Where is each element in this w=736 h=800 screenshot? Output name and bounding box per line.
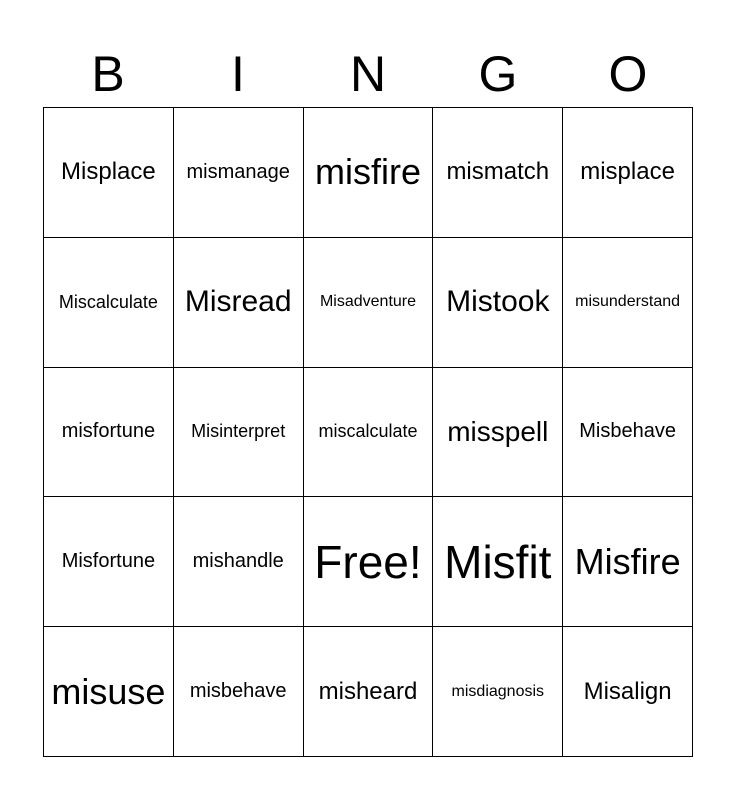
header-letter-i: I [231, 46, 245, 102]
bingo-cell: mishandle [174, 497, 304, 627]
bingo-cell: misuse [44, 627, 174, 757]
bingo-cell: misbehave [174, 627, 304, 757]
header-letter-o: O [608, 46, 648, 102]
bingo-cell: Misalign [563, 627, 693, 757]
bingo-cell: Misread [174, 238, 304, 368]
header-letter-n: N [349, 46, 387, 102]
free-space-cell: Free! [304, 497, 434, 627]
bingo-cell: Misbehave [563, 368, 693, 498]
bingo-cell: Misadventure [304, 238, 434, 368]
header-letter-g: G [478, 46, 518, 102]
bingo-cell: misspell [433, 368, 563, 498]
bingo-cell: Misinterpret [174, 368, 304, 498]
header-letter-b: B [91, 46, 125, 102]
bingo-cell: Misfire [563, 497, 693, 627]
bingo-header [43, 44, 693, 104]
bingo-cell: mismatch [433, 108, 563, 238]
bingo-board [43, 107, 693, 757]
bingo-cell: misdiagnosis [433, 627, 563, 757]
bingo-cell: Miscalculate [44, 238, 174, 368]
bingo-cell: misfortune [44, 368, 174, 498]
bingo-cell: mismanage [174, 108, 304, 238]
bingo-cell: miscalculate [304, 368, 434, 498]
bingo-cell: misplace [563, 108, 693, 238]
bingo-cell: Misplace [44, 108, 174, 238]
bingo-cell: misunderstand [563, 238, 693, 368]
bingo-cell: Mistook [433, 238, 563, 368]
bingo-cell: Misfortune [44, 497, 174, 627]
bingo-cell: Misfit [433, 497, 563, 627]
bingo-cell: misfire [304, 108, 434, 238]
bingo-cell: misheard [304, 627, 434, 757]
